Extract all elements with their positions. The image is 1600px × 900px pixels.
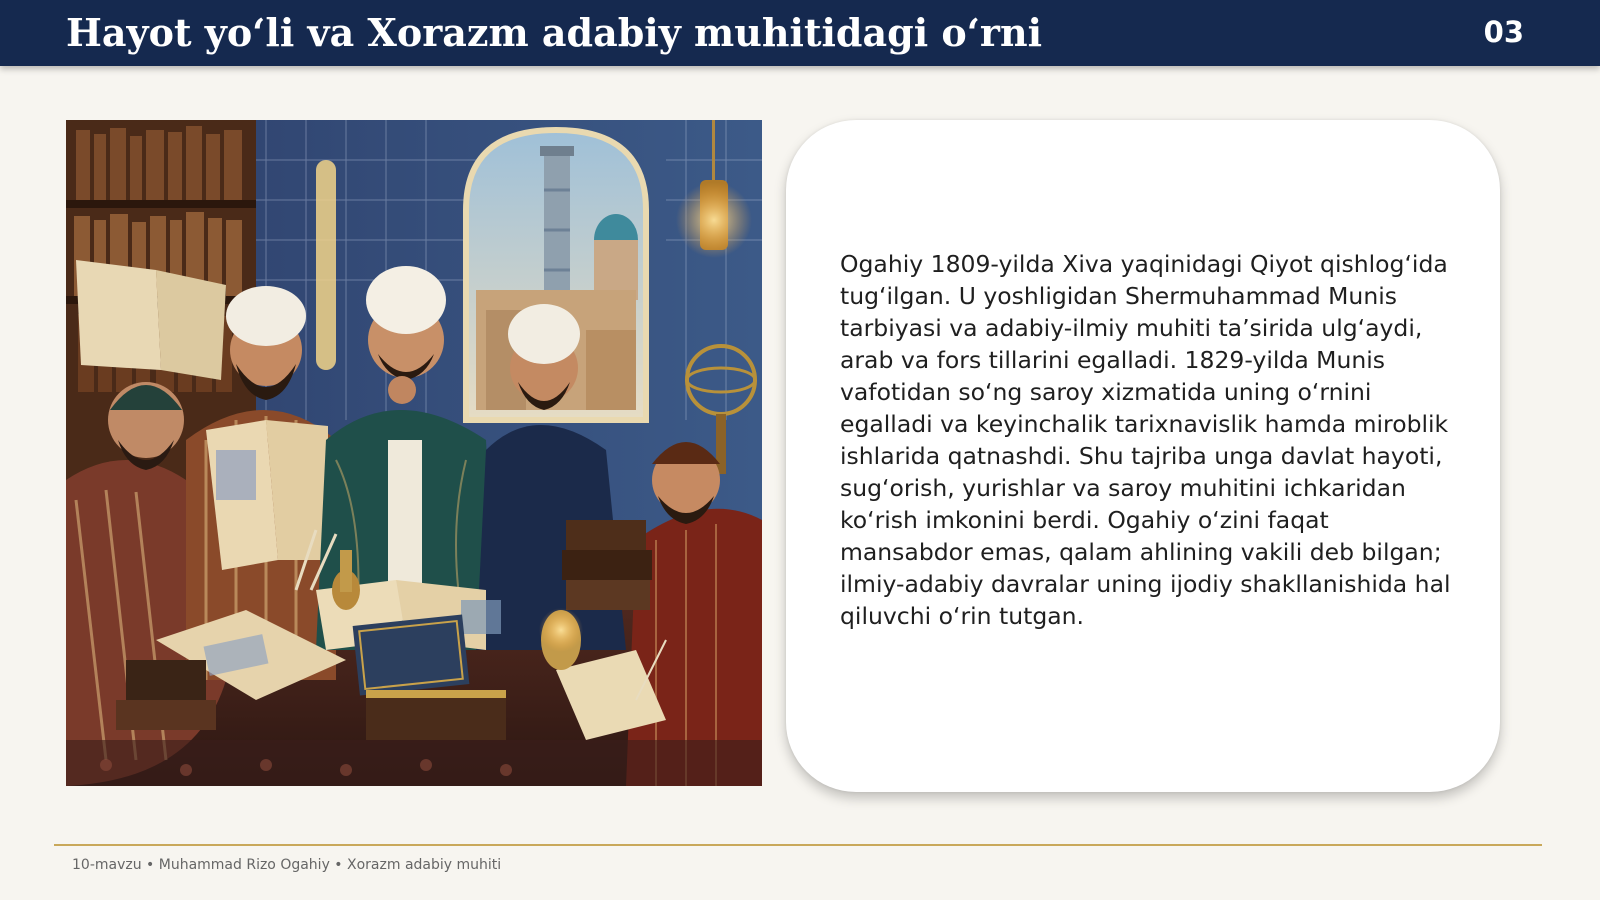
scholars-illustration: [66, 120, 762, 786]
biography-paragraph: Ogahiy 1809-yilda Xiva yaqinidagi Qiyot qishlog‘ida tug‘ilgan. U yoshligidan Shermuhammad Munis tarbiyasi va adabiy-ilmiy muhiti ta’sirida ulg‘aydi, arab va fors tillarini egalladi. 1829-yilda Munis vafotidan so‘ng saroy xizmatida uning o‘rnini egalladi va keyinchalik tarixnavislik hamda miroblik ishlarida qatnashdi. Shu tajriba unga davlat hayoti, sug‘orish, yurishlar va saroy muhitini ichkaridan ko‘rish imkonini berdi. Ogahiy o‘zini faqat mansabdor emas, qalam ahlining vakili deb bilgan; ilmiy-adabiy davralar uning ijodiy shakllanishida hal qiluvchi o‘rin tutgan.: [840, 250, 1451, 630]
slide-title: Hayot yo‘li va Xorazm adabiy muhitidagi o‘rni: [66, 10, 1043, 55]
header-bar: [0, 0, 1600, 66]
footer-divider: [54, 844, 1542, 846]
footer-caption: 10-mavzu • Muhammad Rizo Ogahiy • Xorazm adabiy muhiti: [72, 857, 502, 873]
text-card: [786, 120, 1500, 792]
slide-number: 03: [1483, 15, 1524, 49]
